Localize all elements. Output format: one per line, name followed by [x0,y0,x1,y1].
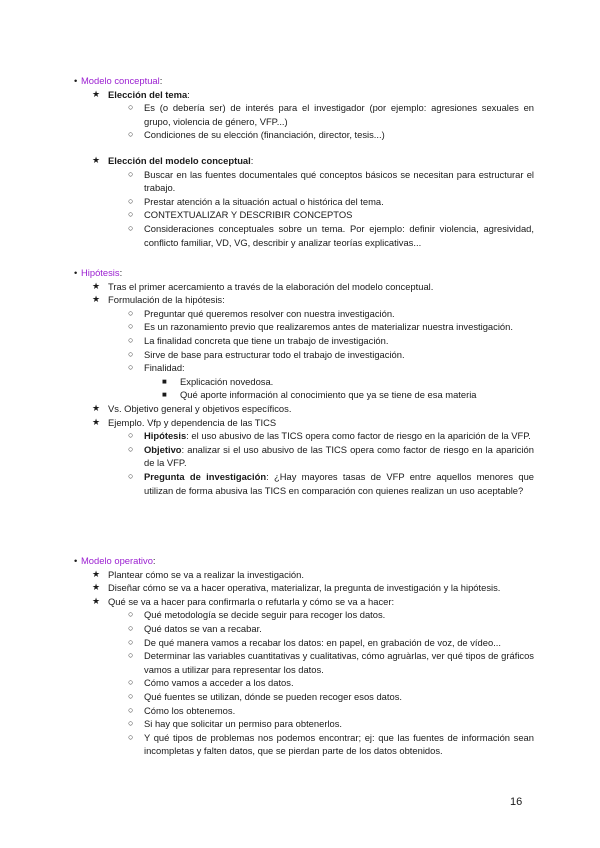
list-item: ■ Qué aporte información al conocimiento que ya se tiene de esa materia [162,389,477,401]
star-bullet-icon: ★ [92,280,101,291]
circle-bullet-icon: ○ [128,690,134,701]
list-item: ○ Hipótesis: el uso abusivo de las TICS opera como factor de riesgo en la aparición de la VFP. [128,430,531,442]
heading-text: Hipótesis [81,267,120,278]
list-item: ★ Qué se va a hacer para confirmarla o refutarla y cómo se va a hacer: [92,595,395,607]
list-item: ○ La finalidad concreta que tiene un trabajo de investigación. [128,334,389,346]
list-item: ★ Plantear cómo se va a realizar la investigación. [92,568,304,580]
circle-bullet-icon: ○ [128,622,134,633]
circle-bullet-icon: ○ [128,307,134,318]
list-item: ○ Buscar en las fuentes documentales qué conceptos básicos se necesitan para estructurar el trabajo. [128,168,534,194]
list-item: ○ Objetivo: analizar si el uso abusivo de las TICS opera como factor de riesgo en la aparición de la VFP. [128,443,534,469]
square-bullet-icon: ■ [162,376,167,386]
section-heading: • Hipótesis: [74,267,123,278]
circle-bullet-icon: ○ [128,222,134,233]
list-item: ★ Vs. Objetivo general y objetivos específicos. [92,402,292,414]
circle-bullet-icon: ○ [128,362,134,373]
section-hipotesis [74,266,534,497]
star-bullet-icon: ★ [92,582,101,593]
star-bullet-icon: ★ [92,568,101,579]
list-item: ★ Elección del tema: [92,88,190,100]
page-number: 16 [510,796,523,808]
list-item: ○ Y qué tipos de problemas nos podemos encontrar; ej: que las fuentes de información sean incompletas y falten datos, que se pierdan parte de los datos obtenidos. [128,731,534,757]
list-item: ○ CONTEXTUALIZAR Y DESCRIBIR CONCEPTOS [128,209,353,221]
list-item: ○ Qué datos se van a recabar. [128,622,262,634]
list-item: ○ Condiciones de su elección (financiación, director, tesis...) [128,129,385,141]
circle-bullet-icon: ○ [128,609,134,620]
section-heading: • Modelo conceptual: [74,75,163,86]
circle-bullet-icon: ○ [128,195,134,206]
list-item: ★ Diseñar cómo se va a hacer operativa, materializar, la pregunta de investigación y la hipótesis. [92,582,501,594]
section-modelo-operativo [74,554,534,758]
list-item: ○ Preguntar qué queremos resolver con nuestra investigación. [128,307,395,319]
list-item: ★ Elección del modelo conceptual: [92,154,254,166]
heading-text: Modelo conceptual [81,75,160,86]
list-item: ○ Pregunta de investigación: ¿Hay mayores tasas de VFP entre aquellos menores que utilizan de forma abusiva las TICS en comparación con quienes realizan un uso aceptable? [128,470,534,496]
heading-text: Modelo operativo [81,555,153,566]
star-bullet-icon: ★ [92,88,101,99]
star-bullet-icon: ★ [92,416,101,427]
list-item: ○ De qué manera vamos a recabar los datos: en papel, en grabación de voz, de vídeo... [128,636,501,648]
list-item: ○ Qué metodología se decide seguir para recoger los datos. [128,609,386,621]
circle-bullet-icon: ○ [128,334,134,345]
list-item: ○ Si hay que solicitar un permiso para obtenerlos. [128,718,343,730]
circle-bullet-icon: ○ [128,704,134,715]
list-item: ○ Prestar atención a la situación actual o histórica del tema. [128,195,384,207]
section-heading: • Modelo operativo: [74,555,156,566]
circle-bullet-icon: ○ [128,321,134,332]
star-bullet-icon: ★ [92,154,101,165]
list-item: ★ Ejemplo. Vfp y dependencia de las TICS [92,416,277,428]
circle-bullet-icon: ○ [128,443,134,454]
circle-bullet-icon: ○ [128,430,134,441]
circle-bullet-icon: ○ [128,129,134,140]
circle-bullet-icon: ○ [128,677,134,688]
list-item: ○ Consideraciones conceptuales sobre un tema. Por ejemplo: definir violencia, agresividad, conflicto familiar, VD, VG, describir y analizar teorías explicativas... [128,222,534,248]
circle-bullet-icon: ○ [128,168,134,179]
square-bullet-icon: ■ [162,390,167,400]
list-item: ○ Cómo vamos a acceder a los datos. [128,677,294,689]
section-modelo-conceptual [74,74,534,249]
circle-bullet-icon: ○ [128,470,134,481]
list-item: ○ Finalidad: [128,362,185,374]
list-item: ★ Formulación de la hipótesis: [92,294,225,306]
list-item: ■ Explicación novedosa. [162,375,274,387]
star-bullet-icon: ★ [92,402,101,413]
list-item: ○ Es (o debería ser) de interés para el investigador (por ejemplo: agresiones sexuales en grupo, violencia de género, VFP...) [128,102,534,127]
list-item: ○ Determinar las variables cuantitativas y cualitativas, cómo agruàrlas, ver qué tipos de gráficos vamos a utilizar para representar los datos. [128,650,534,675]
list-item: ○ Sirve de base para estructurar todo el trabajo de investigación. [128,348,405,360]
circle-bullet-icon: ○ [128,209,134,220]
list-item: ○ Qué fuentes se utilizan, dónde se pueden recoger esos datos. [128,690,402,702]
list-item: ○ Cómo los obtenemos. [128,704,236,716]
list-item: ★ Tras el primer acercamiento a través de la elaboración del modelo conceptual. [92,280,434,292]
circle-bullet-icon: ○ [128,102,134,113]
circle-bullet-icon: ○ [128,650,134,661]
circle-bullet-icon: ○ [128,718,134,729]
star-bullet-icon: ★ [92,294,101,305]
circle-bullet-icon: ○ [128,636,134,647]
circle-bullet-icon: ○ [128,731,134,742]
circle-bullet-icon: ○ [128,348,134,359]
list-item: ○ Es un razonamiento previo que realizaremos antes de materializar nuestra investigación. [128,321,513,333]
star-bullet-icon: ★ [92,595,101,606]
